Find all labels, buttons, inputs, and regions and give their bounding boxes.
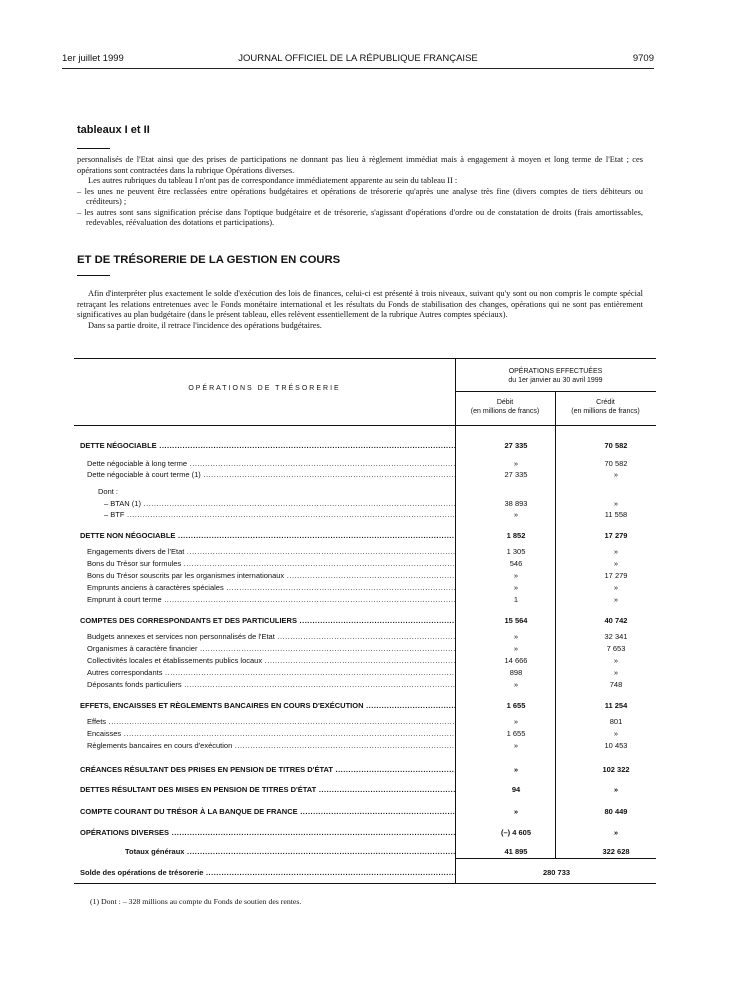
credit-value: » [613,785,619,794]
row-label: COMPTE COURANT DU TRÉSOR À LA BANQUE DE FRANCE ..... [80,806,456,817]
treasury-operations-table [74,358,656,884]
debit-value: » [513,571,519,580]
debit-value: » [513,807,519,816]
group-header-period: du 1er janvier au 30 avril 1999 [508,376,603,384]
header-bottom-rule [74,425,656,426]
credit-value: » [613,729,619,738]
debit-value: 898 [509,668,523,677]
credit-value: 322 628 [602,847,630,856]
section-rule [77,148,110,149]
debit-value: 27 335 [504,441,528,450]
header-divider [455,391,656,392]
row-label: CRÉANCES RÉSULTANT DES PRISES EN PENSION DE TITRES D'ÉTAT ..... [80,764,456,775]
row-label: Bons du Trésor souscrits par les organismes internationaux ..... [87,570,456,581]
row-label: Bons du Trésor sur formules ..... [87,558,456,569]
footnote: (1) Dont : – 328 millions au compte du Fonds de soutien des rentes. [90,897,302,906]
section2-text [77,289,643,331]
row-label: Engagements divers de l'Etat ..... [87,546,456,557]
row-label: Dont : [98,487,119,496]
debit-value: » [513,644,519,653]
header-journal-title: JOURNAL OFFICIEL DE LA RÉPUBLIQUE FRANÇAISE [238,53,478,64]
column-header-credit [555,399,656,416]
credit-value: 70 582 [604,459,628,468]
row-label: – BTF ..... [104,509,456,520]
credit-value: 748 [609,680,623,689]
row-label: Effets ..... [87,716,456,727]
row-label: Dette négociable à court terme (1) ..... [87,469,456,480]
debit-label: Débit [496,399,514,406]
debit-value: 94 [511,785,521,794]
row-label: DETTE NÉGOCIABLE ..... [80,440,456,451]
credit-value: » [613,470,619,479]
debit-value: » [513,680,519,689]
debit-value: (–) 4 605 [500,828,532,837]
row-label: DETTE NON NÉGOCIABLE ..... [80,530,456,541]
group-header-title: OPÉRATIONS EFFECTUÉES [508,368,603,375]
credit-value: 10 453 [604,741,628,750]
page-header [62,53,654,67]
debit-value: 15 564 [504,616,528,625]
row-label: Emprunt à court terme ..... [87,594,456,605]
credit-value: » [613,559,619,568]
row-label: – BTAN (1) ..... [104,498,456,509]
row-label: COMPTES DES CORRESPONDANTS ET DES PARTICULIERS ..... [80,615,456,626]
credit-value: 102 322 [602,765,630,774]
row-label: DETTES RÉSULTANT DES MISES EN PENSION DE TITRES D'ÉTAT ..... [80,784,456,795]
column-group-header [455,368,656,385]
credit-value: » [613,583,619,592]
credit-value: » [613,668,619,677]
balance-value: 280 733 [542,868,571,877]
paragraph: Les autres rubriques du tableau I n'ont pas de correspondance immédiatement apparente au sein du tableau II : [88,176,458,185]
debit-value: 27 335 [504,470,528,479]
debit-value: » [513,583,519,592]
header-page-number: 9709 [632,53,654,64]
row-label: Budgets annexes et services non personnalisés de l'Etat ..... [87,631,456,642]
debit-value: 1 305 [506,547,526,556]
credit-value: 801 [609,717,623,726]
row-label: Autres correspondants ..... [87,667,456,678]
row-label: Collectivités locales et établissements publics locaux ..... [87,655,456,666]
row-label: Règlements bancaires en cours d'exécution ..... [87,740,456,751]
credit-unit: (en millions de francs) [571,407,640,415]
paragraph: personnalisés de l'Etat ainsi que des prises de participations ne donnant pas lieu à règlement immédiat mais à engagement à moyen et long terme de l'Etat ; ces opérations sont contractées dans la rubrique Opérations diverses. [77,155,643,175]
paragraph: Afin d'interpréter plus exactement le solde d'exécution des lois de finances, celui-ci est présenté à trois niveaux, suivant qu'y sont ou non compris le compte spécial retraçant les relations entretenues avec le Fonds monétaire international et les résultats du Fonds de stabilisation des changes, opérations qui ne sont pas entièrement significatives au plan budgétaire (dans le présent tableau, elles relèvent essentiellement de la rubrique Autres comptes spéciaux). [77,289,643,319]
debit-value: 546 [509,559,523,568]
debit-value: 38 893 [504,499,528,508]
debit-value: » [513,717,519,726]
debit-unit: (en millions de francs) [470,407,540,415]
credit-value: 17 279 [604,571,628,580]
debit-value: » [513,510,519,519]
debit-value: 41 895 [504,847,528,856]
section-title-tableaux: tableaux I et II [77,124,150,136]
credit-label: Crédit [596,399,615,406]
debit-value: 1 [513,595,519,604]
paragraph: Dans sa partie droite, il retrace l'incidence des opérations budgétaires. [88,320,322,330]
credit-value: » [613,828,619,837]
credit-value: » [613,595,619,604]
credit-value: 11 254 [604,701,628,710]
section-title-tresorerie: ET DE TRÉSORERIE DE LA GESTION EN COURS [77,254,341,266]
row-label: Déposants fonds particuliers ..... [87,679,456,690]
totals-rule [455,858,656,859]
row-label: Organismes à caractère financier ..... [87,643,456,654]
row-label: EFFETS, ENCAISSES ET RÈGLEMENTS BANCAIRES EN COURS D'EXÉCUTION ..... [80,700,456,711]
credit-value: 80 449 [604,807,628,816]
row-label: Totaux généraux ..... [125,846,456,857]
credit-value: 11 558 [604,510,628,519]
debit-value: » [513,741,519,750]
credit-value: » [613,547,619,556]
column-header-operations: OPÉRATIONS DE TRÉSORERIE [188,385,341,392]
credit-value: 40 742 [604,616,628,625]
debit-value: 1 655 [506,729,526,738]
header-date: 1er juillet 1999 [62,53,124,64]
paragraph: – les unes ne peuvent être reclassées entre opérations budgétaires et opérations de trésorerie qu'après une analyse très fine (divers comptes de tiers débiteurs ou créditeurs) ; [77,186,643,206]
credit-value: » [613,499,619,508]
paragraph: – les autres sont sans signification précise dans l'optique budgétaire et de trésorerie, s'agissant d'opérations d'ordre ou de constatation de droits (frais amortissables, redevables, réévaluation des dotations et participations). [77,207,643,227]
credit-value: 7 653 [606,644,626,653]
debit-value: » [513,632,519,641]
row-label: Emprunts anciens à caractères spéciales ..... [87,582,456,593]
column-header-debit [455,399,555,416]
row-label: Dette négociable à long terme ..... [87,458,456,469]
debit-value: » [513,765,519,774]
row-label: Encaisses ..... [87,728,456,739]
debit-value: 1 852 [506,531,526,540]
credit-value: » [613,656,619,665]
section-rule [77,275,110,276]
debit-value: 1 655 [506,701,526,710]
debit-value: 14 666 [504,656,528,665]
header-divider [62,68,654,69]
debit-value: » [513,459,519,468]
row-label: OPÉRATIONS DIVERSES ..... [80,827,456,838]
credit-value: 70 582 [604,441,628,450]
credit-value: 17 279 [604,531,628,540]
section1-text [77,155,643,229]
credit-value: 32 341 [604,632,628,641]
balance-label: Solde des opérations de trésorerie ..... [80,867,456,878]
